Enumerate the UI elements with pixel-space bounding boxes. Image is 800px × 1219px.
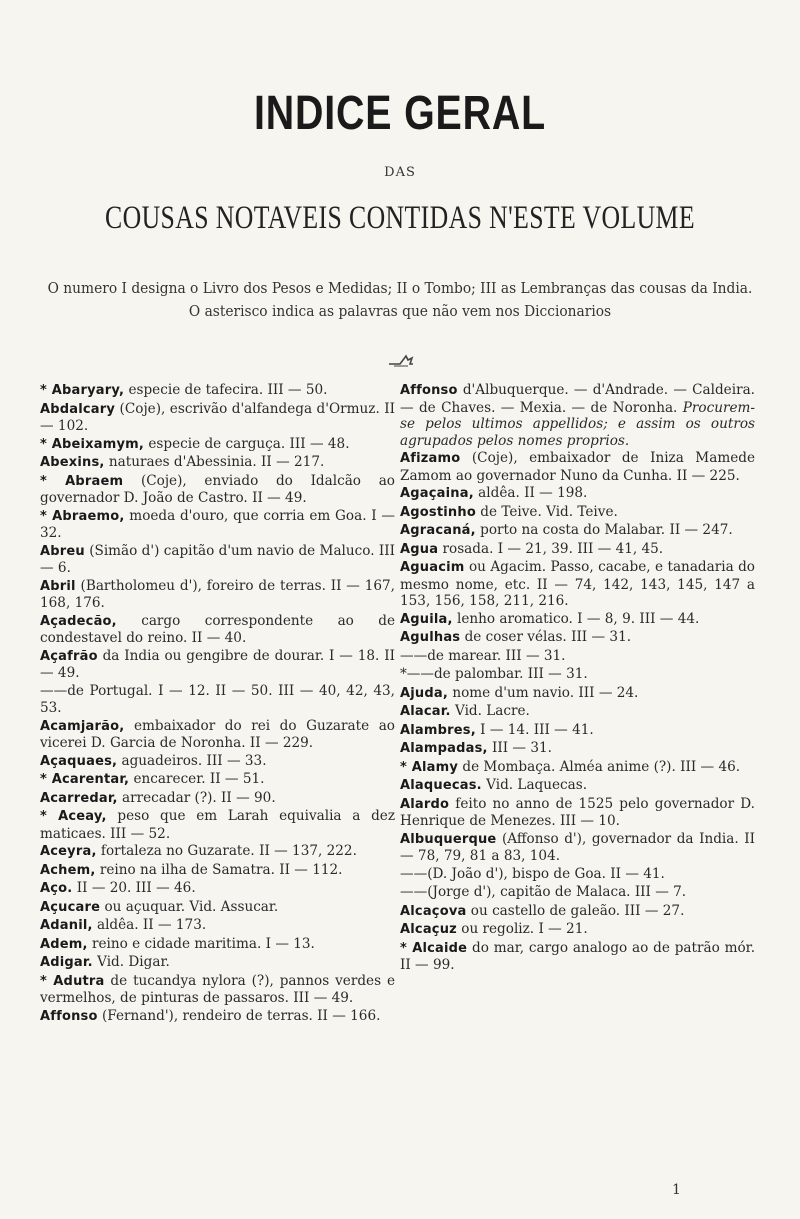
index-entry: Abdalcary (Coje), escrivão d'alfandega d'Ormuz. II — 102. xyxy=(40,400,395,434)
index-entry: * Alamy de Mombaça. Alméa anime (?). III — 46. xyxy=(400,758,741,775)
index-column-right xyxy=(400,382,755,975)
index-entry: Aceyra, fortaleza no Guzarate. II — 137, 222. xyxy=(40,843,357,859)
index-entry: Alcaçuz ou regoliz. I — 21. xyxy=(400,921,588,937)
index-entry: * Abaryary, especie de tafecira. III — 50. xyxy=(40,382,328,398)
index-entry: Açafrão da India ou gengibre de dourar. I — 18. II — 49. xyxy=(40,647,395,681)
index-entry: Alacar. Vid. Lacre. xyxy=(400,703,530,719)
index-entry: Aguacim ou Agacim. Passo, cacabe, e tanadaria do mesmo nome, etc. II — 74, 142, 143, 145, 147 a 153, 156, 158, 211, 216. xyxy=(400,559,755,609)
index-entry: Açaquaes, aguadeiros. III — 33. xyxy=(40,752,267,769)
page-subtitle: COUSAS NOTAVEIS CONTIDAS N'ESTE VOLUME xyxy=(105,200,695,236)
index-column-left xyxy=(40,382,395,1026)
index-entry: Aço. II — 20. III — 46. xyxy=(40,880,196,896)
index-entry: * Aceay, peso que em Larah equivalia a dez maticaes. III — 52. xyxy=(40,808,395,842)
index-entry: Adanil, aldêa. II — 173. xyxy=(40,917,207,933)
index-entry: Agostinho de Teive. Vid. Teive. xyxy=(400,503,618,520)
index-entry: ——(Jorge d'), capitão de Malaca. III — 7. xyxy=(400,884,687,900)
index-entry: Afizamo (Coje), embaixador de Iniza Mamede Zamom ao governador Nuno da Cunha. II — 225. xyxy=(400,450,755,484)
index-entry: Alaquecas. Vid. Laquecas. xyxy=(400,777,588,793)
ornament-icon xyxy=(388,352,414,368)
index-entry: Alampadas, III — 31. xyxy=(400,740,552,756)
index-entry: ——de Portugal. I — 12. II — 50. III — 40, 42, 43, 53. xyxy=(40,682,395,716)
index-entry: Agua rosada. I — 21, 39. III — 41, 45. xyxy=(400,540,664,557)
index-entry: Ajuda, nome d'um navio. III — 24. xyxy=(400,684,639,701)
index-entry: Achem, reino na ilha de Samatra. II — 112. xyxy=(40,861,343,878)
legend-note-asterisk: O asterisco indica as palavras que não vem nos Diccionarios xyxy=(188,304,612,320)
index-entry: * Acarentar, encarecer. II — 51. xyxy=(40,771,265,787)
index-entry: Adigar. Vid. Digar. xyxy=(40,954,170,970)
index-entry: Albuquerque (Affonso d'), governador da India. II — 78, 79, 81 a 83, 104. xyxy=(400,830,755,864)
index-entry: Agracaná, porto na costa do Malabar. II — 247. xyxy=(400,522,733,538)
index-entry: Alcaçova ou castello de galeão. III — 27. xyxy=(400,902,685,919)
index-entry: * Abraemo, moeda d'ouro, que corria em Goa. I — 32. xyxy=(40,507,395,541)
index-entry: ——(D. João d'), bispo de Goa. II — 41. xyxy=(400,865,665,882)
index-entry: Alardo feito no anno de 1525 pelo governador D. Henrique de Menezes. III — 10. xyxy=(400,795,755,829)
index-entry: Agulhas de coser vélas. III — 31. xyxy=(400,629,632,645)
index-entry: Abexins, naturaes d'Abessinia. II — 217. xyxy=(40,454,325,470)
index-entry: Acarredar, arrecadar (?). II — 90. xyxy=(40,789,276,806)
index-entry: Abreu (Simão d') capitão d'um navio de Maluco. III — 6. xyxy=(40,542,395,576)
title-connector: DAS xyxy=(384,165,416,180)
index-entry: ——de marear. III — 31. xyxy=(400,647,566,664)
index-entry: * Abeixamym, especie de carguça. III — 48. xyxy=(40,435,350,452)
index-entry: * Alcaide do mar, cargo analogo ao de patrão mór. II — 99. xyxy=(400,939,756,973)
index-entry: Acamjarão, embaixador do rei do Guzarate ao vicerei D. Garcia de Noronha. II — 229. xyxy=(40,717,395,751)
page-number: 1 xyxy=(672,1182,681,1198)
index-entry: Açadecão, cargo correspondente ao de condestavel do reino. II — 40. xyxy=(40,612,395,646)
legend-note-volumes: O numero I designa o Livro dos Pesos e Medidas; II o Tombo; III as Lembranças das cousas da India. xyxy=(47,281,753,297)
index-entry: Abril (Bartholomeu d'), foreiro de terras. II — 167, 168, 176. xyxy=(40,577,395,611)
index-entry: Aguila, lenho aromatico. I — 8, 9. III — 44. xyxy=(400,610,700,627)
index-entry: Açucare ou açuquar. Vid. Assucar. xyxy=(40,898,279,915)
index-entry: *——de palombar. III — 31. xyxy=(400,666,588,682)
index-entry: Affonso d'Albuquerque. — d'Andrade. — Caldeira. — de Chaves. — Mexia. — de Noronha. Procurem-se pelos ultimos appellidos; e assim os outros agrupados pelos nomes proprios. xyxy=(400,382,755,449)
index-entry: * Abraem (Coje), enviado do Idalcão ao governador D. João de Castro. II — 49. xyxy=(40,472,395,506)
index-entry: Affonso (Fernand'), rendeiro de terras. II — 166. xyxy=(40,1007,381,1024)
page-title: INDICE GERAL xyxy=(254,87,546,140)
index-entry: * Adutra de tucandya nylora (?), pannos verdes e vermelhos, de pinturas de passaros. III — 49. xyxy=(40,972,395,1006)
index-entry: Alambres, I — 14. III — 41. xyxy=(400,721,594,738)
index-entry: Agaçaina, aldêa. II — 198. xyxy=(400,485,588,501)
index-entry: Adem, reino e cidade maritima. I — 13. xyxy=(40,935,315,952)
